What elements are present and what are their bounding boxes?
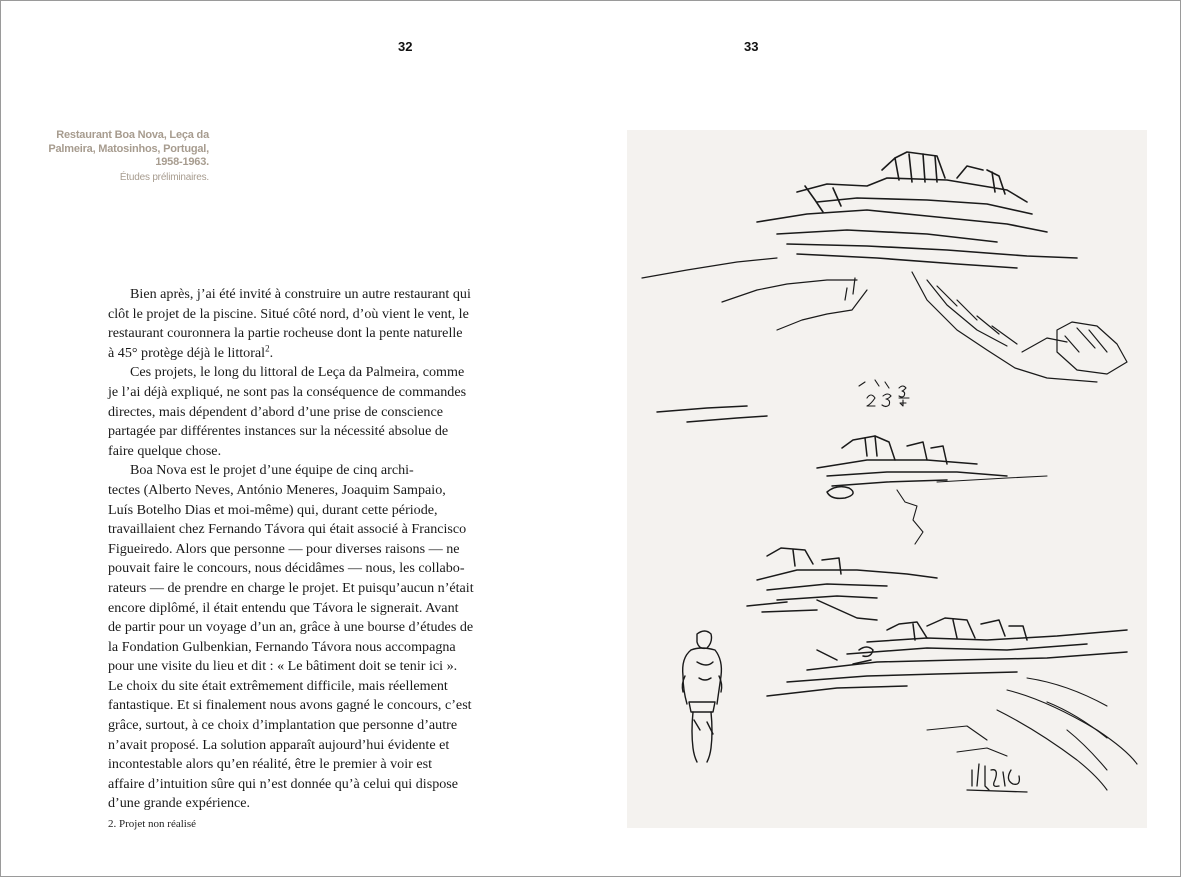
text-line: n’avait proposé. La solution apparaît aujourd’hui évidente et <box>108 736 450 753</box>
sketch-middle-building <box>657 406 1007 498</box>
body-text <box>108 285 504 814</box>
page-number-left: 32 <box>398 39 413 54</box>
caption-subtitle: Études préliminaires. <box>119 171 209 183</box>
text-line: affaire d’intuition sûre qui n’est donnée qu’à celui qui dispose <box>108 775 459 792</box>
text-line-tail: . <box>269 344 274 361</box>
text-line: pour une visite du lieu et dit : « Le bâtiment doit se tenir ici ». <box>108 658 458 675</box>
text-line: de partir pour un voyage d’un an, grâce à une bourse d’études de <box>108 619 474 636</box>
text-line: pouvait faire le concours, nous décidâmes — nous, les collabo- <box>108 560 465 577</box>
sketch-drawing <box>627 130 1147 828</box>
sketch-signature <box>967 764 1027 792</box>
text-line: d’une grande expérience. <box>108 795 251 812</box>
page-number-right: 33 <box>744 39 759 54</box>
text-line <box>108 344 504 364</box>
sketch-annotation-text: 2 3 3/4 <box>857 405 860 406</box>
text-line: Le choix du site était extrêmement difficile, mais réellement <box>108 677 448 694</box>
sketch-middle-path <box>897 476 1047 544</box>
text-line: grâce, surtout, à ce choix d’implantation que personne d’autre <box>108 717 458 734</box>
text-line: Ces projets, le long du littoral de Leça da Palmeira, comme <box>130 364 465 381</box>
footnote-reference[interactable]: 2 <box>265 343 270 354</box>
text-line: travaillaient chez Fernando Távora qui était associé à Francisco <box>108 521 467 538</box>
text-line: Boa Nova est le projet d’une équipe de cinq archi- <box>130 462 414 479</box>
caption-line: Restaurant Boa Nova, Leça da <box>56 129 209 141</box>
caption-line: Palmeira, Matosinhos, Portugal, <box>48 142 209 155</box>
sketch-top-building <box>757 152 1077 268</box>
text-line-content: à 45° protège déjà le littoral <box>108 344 266 361</box>
text-line: je l’ai déjà expliqué, ne sont pas la conséquence de commandes <box>108 383 467 400</box>
text-line: directes, mais dépendent d’abord d’une prise de conscience <box>108 403 443 420</box>
sketch-lower-building <box>747 548 937 620</box>
text-line: clôt le projet de la piscine. Situé côté nord, d’où vient le vent, le <box>108 305 469 322</box>
sketch-image <box>627 130 1147 828</box>
text-line: rateurs — de prendre en charge le projet. Et puisqu’aucun n’était <box>108 579 474 596</box>
text-line: fantastique. Et si finalement nous avons gagné le concours, c’est <box>108 697 472 714</box>
sketch-figure <box>682 631 721 762</box>
text-line: Luís Botelho Dias et moi-même) qui, durant cette période, <box>108 501 438 518</box>
text-line: restaurant couronnera la partie rocheuse dont la pente naturelle <box>108 325 463 342</box>
text-line: tectes (Alberto Neves, António Meneres, Joaquim Sampaio, <box>108 481 446 498</box>
text-line: Bien après, j’ai été invité à construire un autre restaurant qui <box>130 286 471 302</box>
text-line: partagée par différentes instances sur la nécessité absolue de <box>108 423 449 440</box>
text-line: la Fondation Gulbenkian, Fernando Távora nous accompagna <box>108 638 456 655</box>
sketch-bottom-sea <box>927 678 1137 790</box>
text-line: Figueiredo. Alors que personne — pour diverses raisons — ne <box>108 540 460 557</box>
sketch-annotation <box>859 380 909 407</box>
text-line: incontestable alors qu’en réalité, être le premier à voir est <box>108 756 433 773</box>
sketch-top-shoreline <box>642 258 1127 382</box>
text-line: encore diplômé, il était entendu que Távora le signerait. Avant <box>108 599 459 616</box>
caption-line: 1958-1963. <box>155 156 209 168</box>
sketch-bottom-building <box>767 618 1127 696</box>
figure-caption <box>21 129 209 184</box>
footnote: 2. Projet non réalisé <box>108 818 196 830</box>
text-line: faire quelque chose. <box>108 442 222 459</box>
